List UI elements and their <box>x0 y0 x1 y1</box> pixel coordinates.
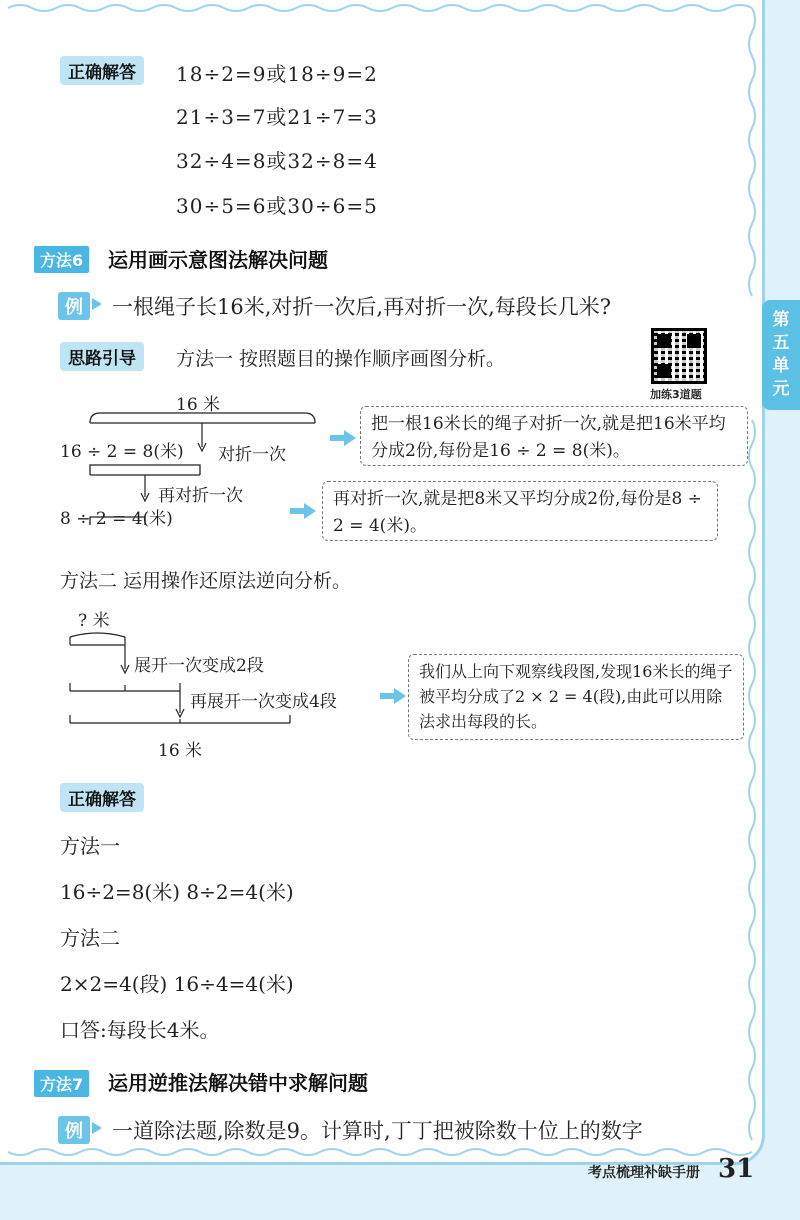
example-text: 一根绳子长16米,对折一次后,再对折一次,每段长几米? <box>112 295 612 319</box>
diagram2-top-label: ? 米 <box>78 611 110 631</box>
correct-answer-label-2: 正确解答 <box>60 783 144 812</box>
unit-side-tab[interactable]: 第五单元 <box>762 300 800 410</box>
answer-line-4: 30÷5=6或30÷6=5 <box>176 194 378 218</box>
correct-answer-label: 正确解答 <box>60 56 144 85</box>
note-box-1: 把一根16米长的绳子对折一次,就是把16米平均分成2份,每份是16 ÷ 2 = 8(米)。 <box>360 406 748 466</box>
diagram1-eq2: 8 ÷ 2 = 4(米) <box>60 509 173 529</box>
example-arrow-icon <box>92 1122 102 1134</box>
diagram2-unfold2: 再展开一次变成4段 <box>190 692 337 712</box>
arrow-right-icon <box>330 430 356 446</box>
answer-line-3: 32÷4=8或32÷8=4 <box>176 149 378 173</box>
qr-code-icon[interactable] <box>651 328 707 384</box>
answer-line-1: 18÷2=9或18÷9=2 <box>176 62 378 86</box>
arrow-right-icon <box>380 688 406 704</box>
diagram1-fold1: 对折一次 <box>218 445 286 465</box>
answer-line-2: 21÷3=7或21÷7=3 <box>176 105 378 129</box>
method-6-title: 运用画示意图法解决问题 <box>108 248 328 272</box>
method-7-title: 运用逆推法解决错中求解问题 <box>108 1071 368 1095</box>
diagram1-top-label: 16 米 <box>176 395 221 415</box>
method-6-tag: 方法6 <box>34 246 89 273</box>
example-tag: 例 <box>58 292 90 320</box>
diagram1-eq1: 16 ÷ 2 = 8(米) <box>60 442 184 462</box>
note-box-2: 再对折一次,就是把8米又平均分成2份,每份是8 ÷ 2 = 4(米)。 <box>322 481 718 541</box>
answer2-method1-line: 16÷2=8(米) 8÷2=4(米) <box>60 880 294 904</box>
answer2-method1-title: 方法一 <box>60 834 120 858</box>
qr-caption: 加练3道题 <box>650 388 702 401</box>
note-box-3: 我们从上向下观察线段图,发现16米长的绳子被平均分成了2 × 2 = 4(段),由此可以用除法求出每段的长。 <box>408 654 744 740</box>
answer2-method2-title: 方法二 <box>60 926 120 950</box>
example-2-text: 一道除法题,除数是9。计算时,丁丁把被除数十位上的数字 <box>112 1119 643 1143</box>
arrow-right-icon <box>290 503 316 519</box>
answer2-method2-line: 2×2=4(段) 16÷4=4(米) <box>60 972 294 996</box>
method-one-text: 方法一 按照题目的操作顺序画图分析。 <box>176 348 506 370</box>
method-7-tag: 方法7 <box>34 1070 89 1097</box>
footer-book-title: 考点梳理补缺手册 <box>588 1165 700 1181</box>
diagram1-fold2: 再对折一次 <box>158 486 243 506</box>
answer2-final: 口答:每段长4米。 <box>60 1018 220 1042</box>
example-arrow-icon <box>92 298 102 310</box>
example-tag-2: 例 <box>58 1116 90 1144</box>
diagram2-bottom-label: 16 米 <box>158 741 203 761</box>
unfold-diagram <box>60 625 390 735</box>
diagram2-unfold1: 展开一次变成2段 <box>134 656 264 676</box>
page-number: 31 <box>718 1154 755 1184</box>
method-two-text: 方法二 运用操作还原法逆向分析。 <box>60 570 352 592</box>
guide-label: 思路引导 <box>60 342 144 371</box>
